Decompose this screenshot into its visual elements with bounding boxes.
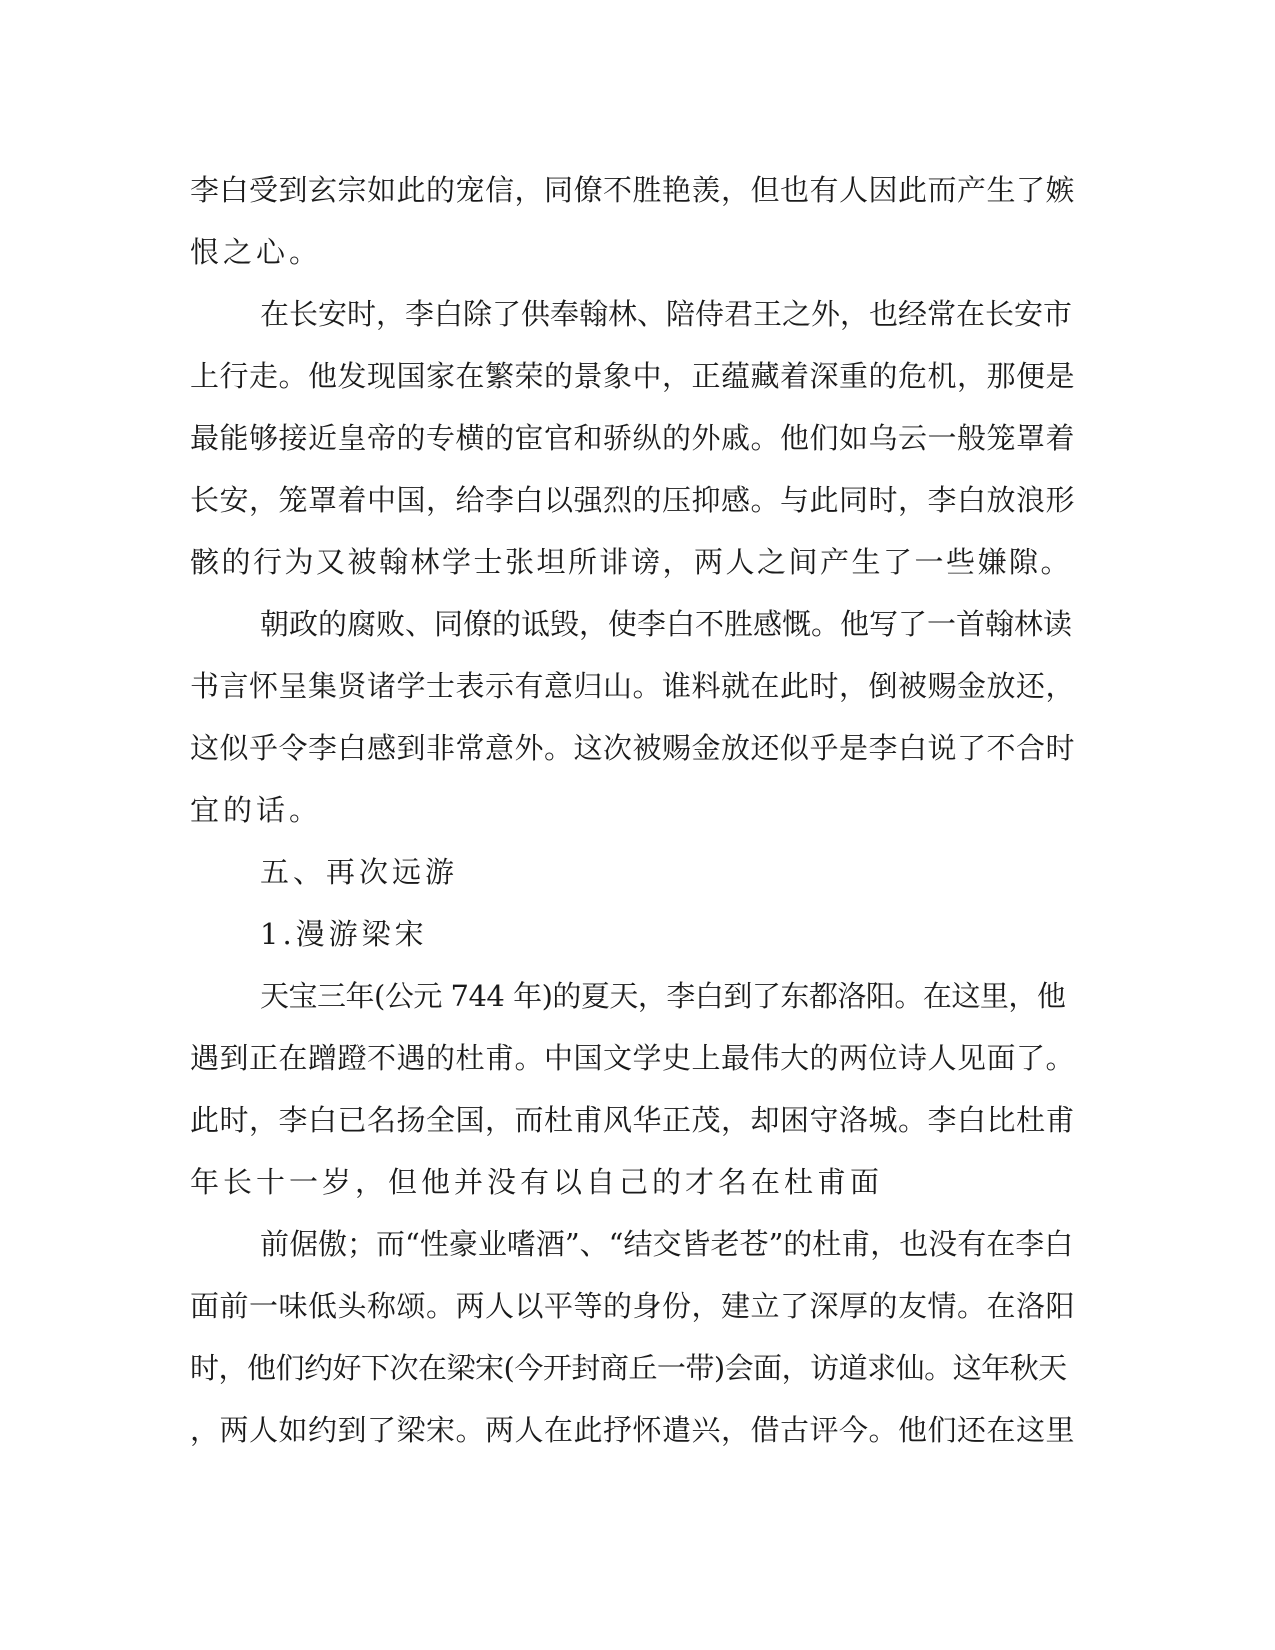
text-line: 时，他们约好下次在梁宋(今开封商丘一带)会面，访道求仙。这年秋天 <box>190 1351 1067 1385</box>
text-line: 书言怀呈集贤诸学士表示有意归山。谁料就在此时，倒被赐金放还， <box>190 669 1076 703</box>
text-line: 最能够接近皇帝的专横的宦官和骄纵的外戚。他们如乌云一般笼罩着 <box>190 421 1076 455</box>
text-line: 1.漫游梁宋 <box>260 917 428 951</box>
text-line: 前倨傲；而“性豪业嗜酒”、“结交皆老苍”的杜甫，也没有在李白 <box>260 1227 1074 1261</box>
text-line: 长安，笼罩着中国，给李白以强烈的压抑感。与此同时，李白放浪形 <box>190 483 1076 517</box>
text-line: 此时，李白已名扬全国，而杜甫风华正茂，却困守洛城。李白比杜甫 <box>190 1103 1076 1137</box>
text-line: 年长十一岁，但他并没有以自己的才名在杜甫面 <box>190 1165 884 1199</box>
text-line: 这似乎令李白感到非常意外。这次被赐金放还似乎是李白说了不合时 <box>190 731 1076 765</box>
text-line: 五、再次远游 <box>260 855 459 889</box>
text-line: 面前一味低头称颂。两人以平等的身份，建立了深厚的友情。在洛阳 <box>190 1289 1076 1323</box>
text-line: 上行走。他发现国家在繁荣的景象中，正蕴藏着深重的危机，那便是 <box>190 359 1076 393</box>
document-body <box>190 159 1080 1461</box>
text-line: 李白受到玄宗如此的宠信，同僚不胜艳羡，但也有人因此而产生了嫉 <box>190 173 1076 207</box>
text-line: 遇到正在蹭蹬不遇的杜甫。中国文学史上最伟大的两位诗人见面了。 <box>190 1041 1076 1075</box>
text-line: 恨之心。 <box>190 235 323 269</box>
text-line: 骸的行为又被翰林学士张坦所诽谤，两人之间产生了一些嫌隙。 <box>190 545 1073 579</box>
text-line: ，两人如约到了梁宋。两人在此抒怀遣兴，借古评今。他们还在这里 <box>190 1413 1076 1447</box>
text-line: 天宝三年(公元 744 年)的夏天，李白到了东都洛阳。在这里，他 <box>260 979 1066 1013</box>
text-line: 朝政的腐败、同僚的诋毁，使李白不胜感慨。他写了一首翰林读 <box>260 607 1073 641</box>
text-line: 宜的话。 <box>190 793 323 827</box>
text-line: 在长安时，李白除了供奉翰林、陪侍君王之外，也经常在长安市 <box>260 297 1073 331</box>
